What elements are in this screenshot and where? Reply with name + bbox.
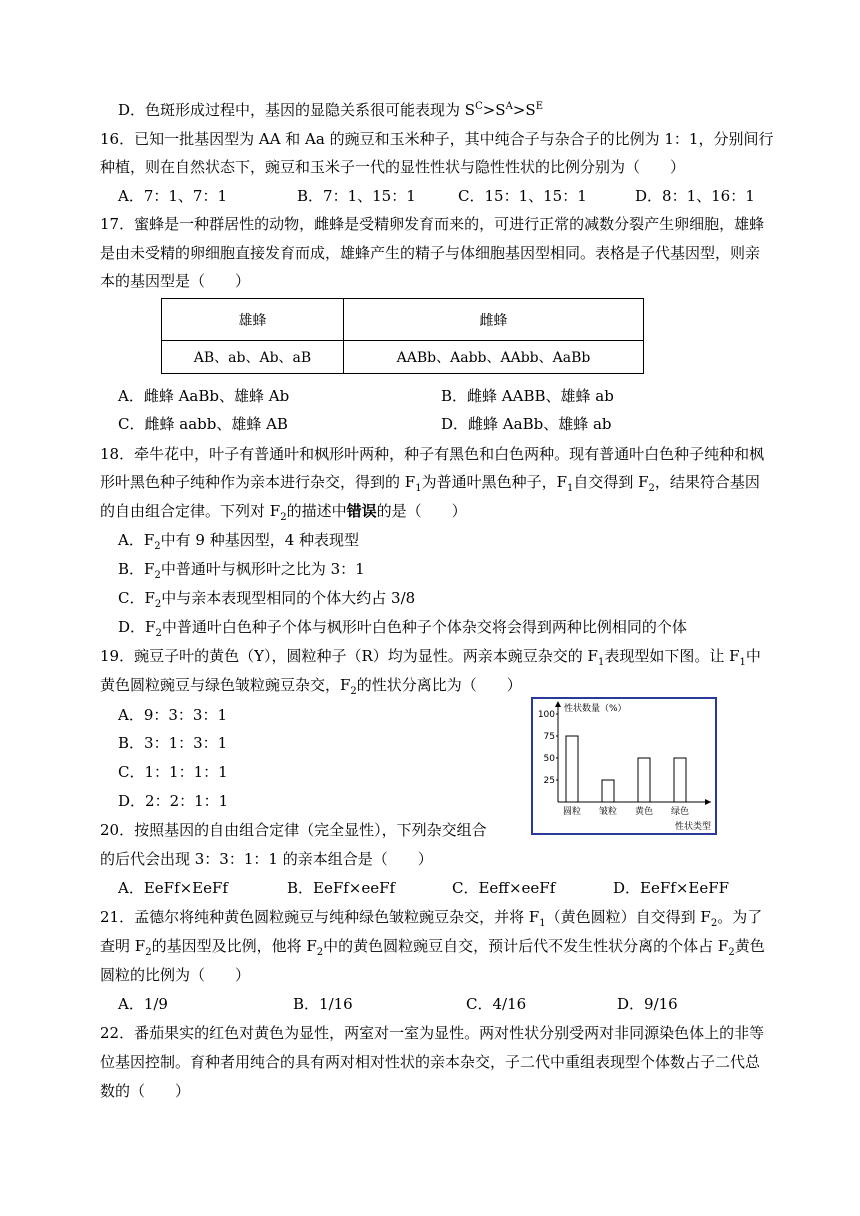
bar <box>602 780 614 802</box>
q18-stem-line2: 形叶黑色种子纯种作为亲本进行杂交，得到的 $F_1$为普通叶黑色种子，$F_1$自交得到 $F_2$，结果符合基因 <box>100 473 760 494</box>
q17-stem-line3: 本的基因型是（ ） <box>100 272 251 290</box>
x-axis-label: 性状类型 <box>674 822 711 832</box>
q17-stem-line1: 17．蜜蜂是一种群居性的动物，雌蜂是受精卵发育而来的，可进行正常的减数分裂产生卵细胞，雄蜂 <box>100 215 765 233</box>
x-tick-label: 圆粒 <box>562 807 582 817</box>
table-cell-male: AB、ab、Ab、aB <box>162 341 344 374</box>
q21-option-c: C．4/16 <box>466 995 527 1013</box>
table-cell-female: AABb、Aabb、AAbb、AaBb <box>344 341 644 374</box>
q19-option-d: D．2：2：1：1 <box>118 792 229 810</box>
q22-stem-line1: 22．番茄果实的红色对黄色为显性，两室对一室为显性。两对性状分别受两对非同源染色体上的非等 <box>100 1024 765 1042</box>
q21-stem-line2: 查明 $F_2$的基因型及比例，他将 $F_2$中的黄色圆粒豌豆自交，预计后代不发生性状分离的个体占 $F_2$黄色 <box>100 937 765 958</box>
q18-stem-line3: 的自由组合定律。下列对 $F_2$的描述中错误的是（ ） <box>100 502 467 523</box>
y-tick-label: 25 <box>543 776 555 786</box>
q17-stem-line2: 是由未受精的卵细胞直接发育而成，雄蜂产生的精子与体细胞基因型相同。表格是子代基因型，则亲 <box>100 244 761 262</box>
q16-stem-line2: 种植，则在自然状态下，豌豆和玉米子一代的显性性状与隐性性状的比例分别为（ ） <box>100 158 686 176</box>
q20-stem-line2: 的后代会出现 3：3：1：1 的亲本组合是（ ） <box>100 850 433 868</box>
genotype-table <box>161 298 644 374</box>
q20-stem-line1: 20．按照基因的自由组合定律（完全显性），下列杂交组合 <box>100 821 487 839</box>
q19-option-a: A．9：3：3：1 <box>118 706 228 724</box>
x-tick-label: 绿色 <box>670 807 690 817</box>
q17-option-d: D．雌蜂 AaBb、雄蜂 ab <box>441 415 612 433</box>
q21-stem-line1: 21．孟德尔将纯种黄色圆粒豌豆与纯种绿色皱粒豌豆杂交，并将 $F_1$（黄色圆粒）自交得到 $F_2$。为了 <box>100 908 763 929</box>
table-header-female: 雌蜂 <box>344 299 644 341</box>
y-axis-label: 性状数量（%） <box>564 704 627 714</box>
emphasis-wrong: 错误 <box>346 502 377 520</box>
q16-option-b: B．7：1、15：1 <box>297 187 416 205</box>
q20-option-d: D．EeFf×EeFF <box>613 879 730 897</box>
q20-option-b: B．EeFf×eeFf <box>287 879 396 897</box>
y-axis-arrow <box>555 701 561 707</box>
x-tick-label: 皱粒 <box>598 807 618 817</box>
table-header-male: 雄蜂 <box>162 299 344 341</box>
bar <box>638 758 650 802</box>
q22-stem-line2: 位基因控制。育种者用纯合的具有两对相对性状的亲本杂交，子二代中重组表现型个体数占子二代总 <box>100 1053 761 1071</box>
q20-option-a: A．EeFf×EeFf <box>118 879 228 897</box>
q19-stem-line2: 黄色圆粒豌豆与绿色皱粒豌豆杂交，$F_2$的性状分离比为（ ） <box>100 676 522 697</box>
trait-bar-chart <box>531 697 717 835</box>
q18-stem-line1: 18．牵牛花中，叶子有普通叶和枫形叶两种，种子有黑色和白色两种。现有普通叶白色种子纯种和枫 <box>100 445 765 463</box>
q21-stem-line3: 圆粒的比例为（ ） <box>100 966 251 984</box>
q16-option-c: C．15：1、15：1 <box>458 187 587 205</box>
q18-option-a: A．$F_2$中有 9 种基因型，4 种表现型 <box>118 531 360 552</box>
q21-option-d: D．9/16 <box>617 995 678 1013</box>
bar <box>566 736 578 802</box>
y-tick-label: 50 <box>543 754 555 764</box>
q16-option-a: A．7：1、7：1 <box>118 187 228 205</box>
q18-option-d: D．$F_2$中普通叶白色种子个体与枫形叶白色种子个体杂交将会得到两种比例相同的个体 <box>118 618 687 639</box>
q19-option-b: B．3：1：3：1 <box>118 734 228 752</box>
q21-option-a: A．1/9 <box>118 995 168 1013</box>
q21-option-b: B．1/16 <box>293 995 353 1013</box>
x-axis-arrow <box>705 799 711 805</box>
y-tick-label: 75 <box>543 732 555 742</box>
chart-svg <box>533 699 715 833</box>
q16-option-d: D．8：1、16：1 <box>635 187 755 205</box>
q17-option-a: A．雌蜂 AaBb、雄蜂 Ab <box>118 387 290 405</box>
y-tick-label: 100 <box>537 710 555 720</box>
q22-stem-line3: 数的（ ） <box>100 1082 191 1100</box>
q15-option-d: D．色斑形成过程中，基因的显隐关系很可能表现为 $S^C>S^A>S^E$ <box>118 101 543 119</box>
q16-stem-line1: 16．已知一批基因型为 AA 和 Aa 的豌豆和玉米种子，其中纯合子与杂合子的比例为 1：1，分别间行 <box>100 130 774 148</box>
q19-option-c: C．1：1：1：1 <box>118 763 228 781</box>
q17-option-b: B．雌蜂 AABB、雄蜂 ab <box>441 387 614 405</box>
q19-stem-line1: 19．豌豆子叶的黄色（Y），圆粒种子（R）均为显性。两亲本豌豆杂交的 $F_1$表现型如下图。让 $F_1$中 <box>100 647 761 668</box>
x-tick-label: 黄色 <box>634 807 654 817</box>
q20-option-c: C．Eeff×eeFf <box>452 879 556 897</box>
bar <box>674 758 686 802</box>
q18-option-c: C．$F_2$中与亲本表现型相同的个体大约占 3/8 <box>118 589 416 610</box>
q17-option-c: C．雌蜂 aabb、雄蜂 AB <box>118 415 288 433</box>
q18-option-b: B．$F_2$中普通叶与枫形叶之比为 3：1 <box>118 560 365 581</box>
